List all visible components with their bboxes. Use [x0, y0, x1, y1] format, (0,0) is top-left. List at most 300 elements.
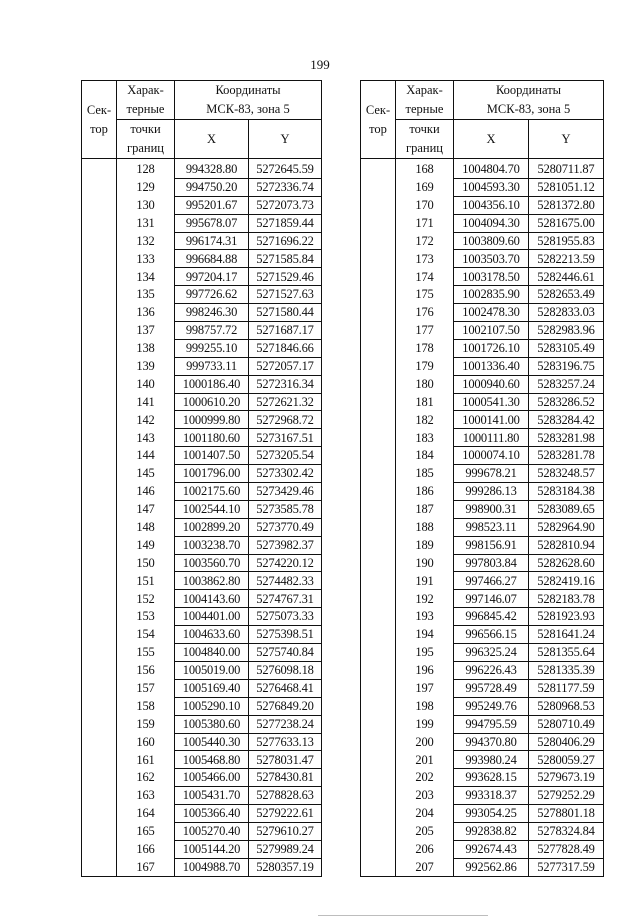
sector-cell	[361, 554, 396, 572]
table-row	[82, 339, 322, 357]
x-coordinate-cell: 1002544.10	[175, 500, 249, 518]
sector-header-part1: Сек-тор	[86, 102, 112, 136]
point-cell: 197	[396, 679, 454, 697]
sector-cell	[82, 608, 117, 626]
y-coordinate-cell: 5274482.33	[249, 572, 322, 590]
y-coordinate-cell: 5282833.03	[529, 304, 604, 322]
x-coordinate-cell: 1003503.70	[454, 250, 529, 268]
point-cell: 150	[117, 554, 175, 572]
sector-cell	[361, 840, 396, 858]
x-coordinate-cell: 1002835.90	[454, 286, 529, 304]
points-header-line3: точки	[130, 122, 161, 136]
sector-cell	[82, 286, 117, 304]
point-cell: 176	[396, 304, 454, 322]
point-cell: 140	[117, 375, 175, 393]
point-cell: 186	[396, 483, 454, 501]
sector-cell	[361, 250, 396, 268]
points-header-bottom	[396, 120, 454, 159]
x-coordinate-cell: 999286.13	[454, 483, 529, 501]
point-cell: 134	[117, 268, 175, 286]
point-cell: 145	[117, 465, 175, 483]
x-coordinate-cell: 995201.67	[175, 196, 249, 214]
sector-cell	[82, 733, 117, 751]
points-header-bottom	[117, 120, 175, 159]
x-coordinate-cell: 1000141.00	[454, 411, 529, 429]
y-coordinate-cell: 5277238.24	[249, 715, 322, 733]
sector-cell	[82, 178, 117, 196]
x-coordinate-cell: 1002175.60	[175, 483, 249, 501]
point-cell: 161	[117, 751, 175, 769]
y-coordinate-cell: 5283105.49	[529, 339, 604, 357]
y-coordinate-cell: 5271527.63	[249, 286, 322, 304]
y-coordinate-cell: 5283257.24	[529, 375, 604, 393]
y-coordinate-cell: 5283184.38	[529, 483, 604, 501]
x-coordinate-cell: 994328.80	[175, 159, 249, 179]
x-coordinate-cell: 1000074.10	[454, 447, 529, 465]
point-cell: 147	[117, 500, 175, 518]
point-cell: 151	[117, 572, 175, 590]
point-cell: 191	[396, 572, 454, 590]
y-coordinate-cell: 5282653.49	[529, 286, 604, 304]
point-cell: 131	[117, 214, 175, 232]
table-row	[361, 679, 604, 697]
table-row	[82, 787, 322, 805]
y-coordinate-cell: 5281355.64	[529, 644, 604, 662]
point-cell: 195	[396, 644, 454, 662]
x-coordinate-cell: 1005019.00	[175, 661, 249, 679]
sector-cell	[361, 196, 396, 214]
point-cell: 133	[117, 250, 175, 268]
y-coordinate-cell: 5278430.81	[249, 769, 322, 787]
table-row	[361, 429, 604, 447]
table-row	[82, 268, 322, 286]
y-coordinate-cell: 5273585.78	[249, 500, 322, 518]
points-header-line1: Харак-	[127, 83, 164, 97]
sector-cell	[82, 644, 117, 662]
table-row	[361, 250, 604, 268]
sector-cell	[361, 787, 396, 805]
x-coordinate-cell: 996325.24	[454, 644, 529, 662]
point-cell: 130	[117, 196, 175, 214]
point-cell: 132	[117, 232, 175, 250]
table-row	[361, 733, 604, 751]
coordinates-header-line2: МСК-83, зона 5	[486, 102, 571, 116]
x-coordinate-cell: 996566.15	[454, 626, 529, 644]
points-header-line3: точки	[409, 122, 440, 136]
sector-header	[361, 81, 396, 159]
sector-cell	[82, 661, 117, 679]
y-coordinate-cell: 5281675.00	[529, 214, 604, 232]
point-cell: 157	[117, 679, 175, 697]
y-coordinate-cell: 5280710.49	[529, 715, 604, 733]
point-cell: 185	[396, 465, 454, 483]
point-cell: 179	[396, 357, 454, 375]
x-coordinate-cell: 992562.86	[454, 858, 529, 876]
y-coordinate-cell: 5281923.93	[529, 608, 604, 626]
x-coordinate-cell: 1003178.50	[454, 268, 529, 286]
x-coordinate-cell: 997803.84	[454, 554, 529, 572]
y-coordinate-cell: 5273429.46	[249, 483, 322, 501]
table-row	[361, 375, 604, 393]
sector-cell	[82, 393, 117, 411]
x-coordinate-cell: 1004633.60	[175, 626, 249, 644]
points-header-line2: терные	[126, 102, 165, 116]
scan-artifact-line	[318, 915, 488, 916]
sector-cell	[361, 608, 396, 626]
sector-cell	[82, 590, 117, 608]
y-coordinate-cell: 5283248.57	[529, 465, 604, 483]
x-coordinate-cell: 993628.15	[454, 769, 529, 787]
sector-cell	[361, 715, 396, 733]
sector-cell	[361, 375, 396, 393]
table-row	[82, 644, 322, 662]
sector-header-part1: Сек-тор	[365, 102, 391, 136]
table-row	[361, 214, 604, 232]
point-cell: 168	[396, 159, 454, 179]
y-coordinate-cell: 5281051.12	[529, 178, 604, 196]
x-coordinate-cell: 1004356.10	[454, 196, 529, 214]
x-coordinate-cell: 1005466.00	[175, 769, 249, 787]
y-coordinate-cell: 5277317.59	[529, 858, 604, 876]
y-coordinate-cell: 5281955.83	[529, 232, 604, 250]
table-row	[361, 751, 604, 769]
sector-cell	[82, 518, 117, 536]
table-row	[82, 822, 322, 840]
x-coordinate-cell: 996226.43	[454, 661, 529, 679]
point-cell: 194	[396, 626, 454, 644]
x-coordinate-cell: 997726.62	[175, 286, 249, 304]
x-coordinate-cell: 997466.27	[454, 572, 529, 590]
y-coordinate-cell: 5273205.54	[249, 447, 322, 465]
y-coordinate-cell: 5282213.59	[529, 250, 604, 268]
sector-cell	[82, 214, 117, 232]
table-row	[361, 286, 604, 304]
point-cell: 136	[117, 304, 175, 322]
table-row	[82, 608, 322, 626]
table-row	[82, 697, 322, 715]
sector-cell	[361, 536, 396, 554]
x-coordinate-cell: 992838.82	[454, 822, 529, 840]
point-cell: 128	[117, 159, 175, 179]
point-cell: 172	[396, 232, 454, 250]
point-cell: 152	[117, 590, 175, 608]
table-row	[82, 661, 322, 679]
y-coordinate-cell: 5273770.49	[249, 518, 322, 536]
y-coordinate-cell: 5271696.22	[249, 232, 322, 250]
table-row	[361, 697, 604, 715]
point-cell: 199	[396, 715, 454, 733]
y-coordinate-cell: 5272968.72	[249, 411, 322, 429]
point-cell: 160	[117, 733, 175, 751]
point-cell: 206	[396, 840, 454, 858]
table-row	[82, 769, 322, 787]
x-coordinate-cell: 1001180.60	[175, 429, 249, 447]
x-coordinate-cell: 992674.43	[454, 840, 529, 858]
x-coordinate-cell: 995249.76	[454, 697, 529, 715]
sector-cell	[82, 751, 117, 769]
point-cell: 142	[117, 411, 175, 429]
y-coordinate-cell: 5279989.24	[249, 840, 322, 858]
table-row	[361, 554, 604, 572]
point-cell: 139	[117, 357, 175, 375]
y-coordinate-cell: 5282964.90	[529, 518, 604, 536]
x-coordinate-cell: 996174.31	[175, 232, 249, 250]
y-coordinate-cell: 5271846.66	[249, 339, 322, 357]
y-coordinate-cell: 5276849.20	[249, 697, 322, 715]
y-coordinate-cell: 5279252.29	[529, 787, 604, 805]
y-coordinate-cell: 5280711.87	[529, 159, 604, 179]
point-cell: 155	[117, 644, 175, 662]
x-coordinate-cell: 995728.49	[454, 679, 529, 697]
table-row	[361, 232, 604, 250]
x-coordinate-cell: 1000111.80	[454, 429, 529, 447]
point-cell: 198	[396, 697, 454, 715]
point-cell: 183	[396, 429, 454, 447]
table-row	[361, 822, 604, 840]
y-coordinate-cell: 5280968.53	[529, 697, 604, 715]
x-coordinate-cell: 1004143.60	[175, 590, 249, 608]
point-cell: 204	[396, 805, 454, 823]
table-row	[82, 483, 322, 501]
table-row	[82, 840, 322, 858]
sector-cell	[361, 679, 396, 697]
y-coordinate-cell: 5282446.61	[529, 268, 604, 286]
x-coordinate-cell: 996845.42	[454, 608, 529, 626]
table-row	[361, 178, 604, 196]
table-row	[82, 590, 322, 608]
table-row	[82, 411, 322, 429]
table-row	[82, 375, 322, 393]
y-coordinate-cell: 5279610.27	[249, 822, 322, 840]
sector-cell	[82, 465, 117, 483]
table-row	[82, 214, 322, 232]
sector-cell	[82, 805, 117, 823]
point-cell: 163	[117, 787, 175, 805]
sector-cell	[361, 483, 396, 501]
table-row	[361, 608, 604, 626]
table-row	[82, 286, 322, 304]
x-coordinate-cell: 1002899.20	[175, 518, 249, 536]
sector-cell	[361, 858, 396, 876]
coordinates-header	[454, 81, 604, 120]
sector-cell	[82, 626, 117, 644]
table-row	[82, 751, 322, 769]
x-coordinate-cell: 1003862.80	[175, 572, 249, 590]
y-coordinate-cell: 5276098.18	[249, 661, 322, 679]
x-coordinate-cell: 994795.59	[454, 715, 529, 733]
x-coordinate-cell: 1004840.00	[175, 644, 249, 662]
point-cell: 159	[117, 715, 175, 733]
point-cell: 201	[396, 751, 454, 769]
sector-cell	[361, 805, 396, 823]
y-coordinate-cell: 5280406.29	[529, 733, 604, 751]
y-coordinate-cell: 5274767.31	[249, 590, 322, 608]
sector-cell	[361, 733, 396, 751]
point-cell: 202	[396, 769, 454, 787]
table-row	[361, 644, 604, 662]
x-coordinate-cell: 1001407.50	[175, 447, 249, 465]
sector-cell	[361, 697, 396, 715]
table-row	[361, 322, 604, 340]
table-row	[361, 483, 604, 501]
table-row	[361, 411, 604, 429]
point-cell: 181	[396, 393, 454, 411]
sector-cell	[361, 159, 396, 179]
sector-cell	[82, 679, 117, 697]
point-cell: 175	[396, 286, 454, 304]
table-row	[82, 357, 322, 375]
point-cell: 154	[117, 626, 175, 644]
sector-cell	[82, 196, 117, 214]
table-row	[361, 196, 604, 214]
y-coordinate-cell: 5273302.42	[249, 465, 322, 483]
coordinates-header-line1: Координаты	[215, 83, 281, 97]
point-cell: 192	[396, 590, 454, 608]
table-row	[361, 536, 604, 554]
table-row	[361, 500, 604, 518]
point-cell: 165	[117, 822, 175, 840]
y-coordinate-cell: 5271580.44	[249, 304, 322, 322]
points-header-line2: терные	[405, 102, 444, 116]
x-coordinate-cell: 1001796.00	[175, 465, 249, 483]
sector-cell	[82, 447, 117, 465]
x-coordinate-cell: 1000999.80	[175, 411, 249, 429]
sector-cell	[82, 232, 117, 250]
y-coordinate-cell: 5281641.24	[529, 626, 604, 644]
y-coordinate-cell: 5282628.60	[529, 554, 604, 572]
table-row	[82, 858, 322, 876]
x-coordinate-cell: 1005290.10	[175, 697, 249, 715]
table-row	[361, 268, 604, 286]
y-coordinate-cell: 5283284.42	[529, 411, 604, 429]
point-cell: 178	[396, 339, 454, 357]
sector-cell	[361, 500, 396, 518]
point-cell: 143	[117, 429, 175, 447]
x-coordinate-cell: 998246.30	[175, 304, 249, 322]
table-row	[82, 250, 322, 268]
point-cell: 207	[396, 858, 454, 876]
x-coordinate-cell: 1002107.50	[454, 322, 529, 340]
table-row	[361, 590, 604, 608]
x-coordinate-cell: 997146.07	[454, 590, 529, 608]
point-cell: 182	[396, 411, 454, 429]
table-row	[82, 393, 322, 411]
point-cell: 171	[396, 214, 454, 232]
y-coordinate-cell: 5283281.78	[529, 447, 604, 465]
table-row	[82, 572, 322, 590]
x-coordinate-cell: 1000186.40	[175, 375, 249, 393]
sector-cell	[82, 554, 117, 572]
y-column-header: Y	[249, 120, 322, 159]
y-coordinate-cell: 5272621.32	[249, 393, 322, 411]
x-coordinate-cell: 1005270.40	[175, 822, 249, 840]
table-row	[82, 536, 322, 554]
y-coordinate-cell: 5282810.94	[529, 536, 604, 554]
point-cell: 135	[117, 286, 175, 304]
x-coordinate-cell: 1005169.40	[175, 679, 249, 697]
x-coordinate-cell: 1004988.70	[175, 858, 249, 876]
y-coordinate-cell: 5282419.16	[529, 572, 604, 590]
table-row	[82, 518, 322, 536]
y-coordinate-cell: 5273167.51	[249, 429, 322, 447]
sector-cell	[82, 322, 117, 340]
coordinates-header-line2: МСК-83, зона 5	[206, 102, 290, 116]
table-row	[82, 626, 322, 644]
sector-cell	[361, 411, 396, 429]
point-cell: 190	[396, 554, 454, 572]
x-coordinate-cell: 998523.11	[454, 518, 529, 536]
y-coordinate-cell: 5272073.73	[249, 196, 322, 214]
point-cell: 205	[396, 822, 454, 840]
y-coordinate-cell: 5278031.47	[249, 751, 322, 769]
table-row	[361, 447, 604, 465]
y-coordinate-cell: 5277828.49	[529, 840, 604, 858]
x-coordinate-cell: 1005380.60	[175, 715, 249, 733]
table-row	[361, 518, 604, 536]
sector-cell	[361, 572, 396, 590]
sector-cell	[82, 375, 117, 393]
sector-cell	[361, 626, 396, 644]
y-coordinate-cell: 5275740.84	[249, 644, 322, 662]
sector-cell	[361, 661, 396, 679]
point-cell: 166	[117, 840, 175, 858]
table-row	[361, 661, 604, 679]
point-cell: 149	[117, 536, 175, 554]
sector-cell	[361, 447, 396, 465]
page-number: 199	[310, 57, 330, 72]
y-coordinate-cell: 5271687.17	[249, 322, 322, 340]
y-coordinate-cell: 5282183.78	[529, 590, 604, 608]
x-coordinate-cell: 1003238.70	[175, 536, 249, 554]
sector-cell	[361, 304, 396, 322]
sector-cell	[82, 840, 117, 858]
table-row	[361, 840, 604, 858]
y-coordinate-cell: 5275398.51	[249, 626, 322, 644]
sector-cell	[361, 322, 396, 340]
sector-cell	[82, 339, 117, 357]
y-coordinate-cell: 5282983.96	[529, 322, 604, 340]
table-row	[82, 304, 322, 322]
sector-cell	[361, 339, 396, 357]
table-row	[361, 159, 604, 179]
point-cell: 164	[117, 805, 175, 823]
x-coordinate-cell: 1004593.30	[454, 178, 529, 196]
y-coordinate-cell: 5276468.41	[249, 679, 322, 697]
table-row	[361, 339, 604, 357]
y-coordinate-cell: 5281177.59	[529, 679, 604, 697]
y-coordinate-cell: 5271529.46	[249, 268, 322, 286]
sector-cell	[361, 357, 396, 375]
table-row	[361, 769, 604, 787]
point-cell: 184	[396, 447, 454, 465]
x-coordinate-cell: 994750.20	[175, 178, 249, 196]
sector-cell	[361, 393, 396, 411]
point-cell: 137	[117, 322, 175, 340]
y-coordinate-cell: 5278801.18	[529, 805, 604, 823]
sector-cell	[361, 769, 396, 787]
point-cell: 169	[396, 178, 454, 196]
sector-cell	[361, 590, 396, 608]
x-coordinate-cell: 993318.37	[454, 787, 529, 805]
sector-cell	[361, 822, 396, 840]
point-cell: 156	[117, 661, 175, 679]
point-cell: 187	[396, 500, 454, 518]
table-row	[82, 715, 322, 733]
table-row	[82, 196, 322, 214]
point-cell: 162	[117, 769, 175, 787]
sector-cell	[82, 697, 117, 715]
x-coordinate-cell: 1004804.70	[454, 159, 529, 179]
